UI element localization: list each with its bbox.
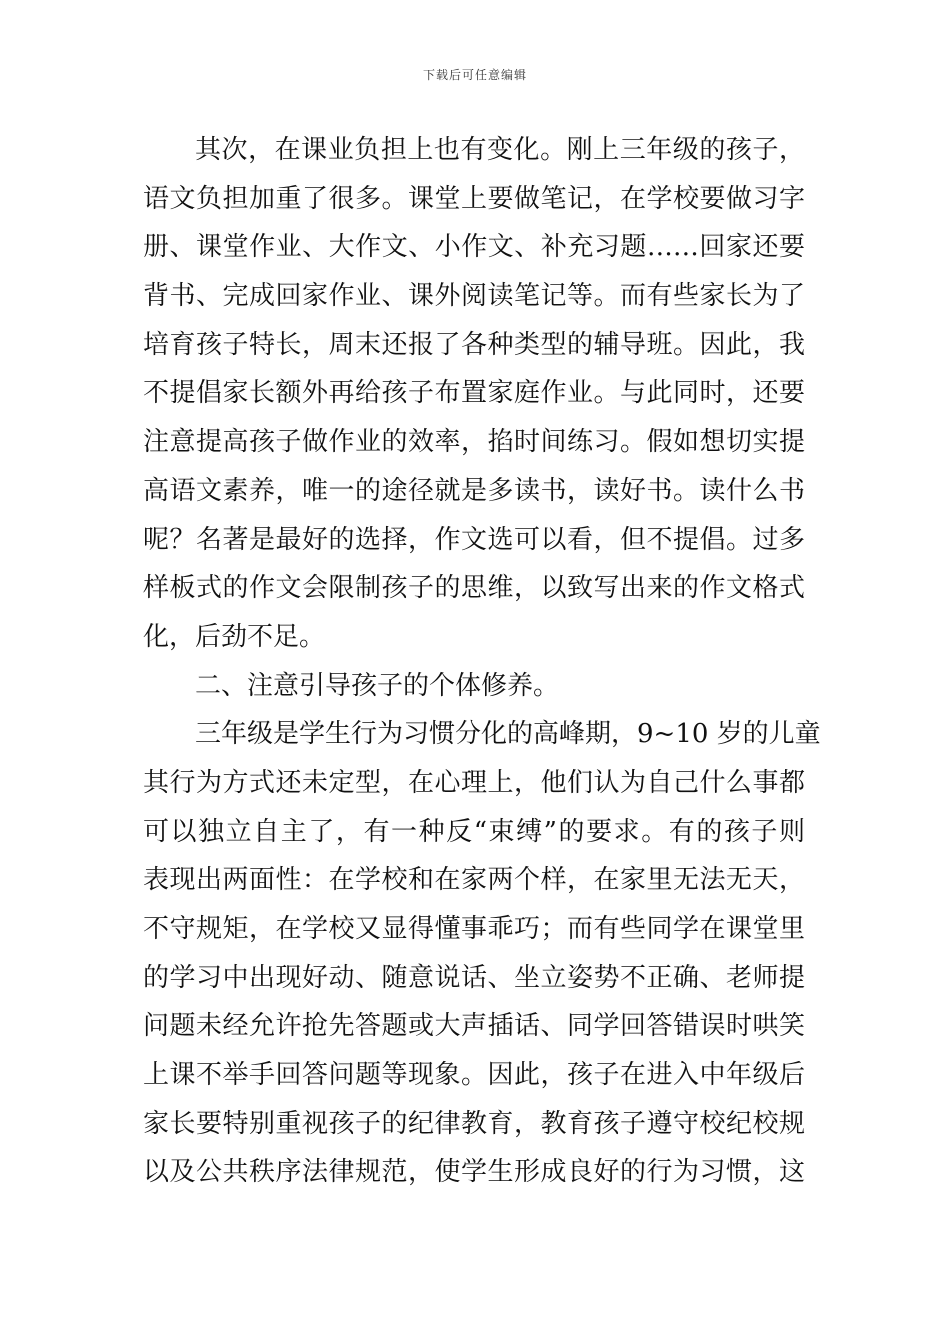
text-line: 呢？名著是最好的选择，作文选可以看，但不提倡。过多 — [143, 524, 805, 555]
text-line: 可以独立自主了，有一种反“束缚”的要求。有的孩子则 — [143, 816, 805, 847]
text-line: 注意提高孩子做作业的效率，掐时间练习。假如想切实提 — [143, 427, 805, 458]
text-line: 其次，在课业负担上也有变化。刚上三年级的孩子， — [195, 135, 805, 165]
text-line: 其行为方式还未定型，在心理上，他们认为自己什么事都 — [143, 767, 805, 798]
paragraph-homework-burden — [143, 126, 805, 662]
text-line: 样板式的作文会限制孩子的思维，以致写出来的作文格式 — [143, 573, 805, 604]
document-body — [143, 126, 821, 1197]
text-line: 语文负担加重了很多。课堂上要做笔记，在学校要做习字 — [143, 183, 805, 214]
section-heading — [143, 662, 805, 711]
text-line: 不提倡家长额外再给孩子布置家庭作业。与此同时，还要 — [143, 378, 805, 409]
text-line: 二、注意引导孩子的个体修养。 — [195, 670, 560, 701]
text-line: 化，后劲不足。 — [143, 621, 326, 652]
paragraph-behavior-habits — [143, 710, 821, 1197]
text-line: 表现出两面性：在学校和在家两个样，在家里无法无天， — [143, 865, 805, 896]
text-line: 家长要特别重视孩子的纪律教育，教育孩子遵守校纪校规 — [143, 1108, 805, 1139]
text-line: 以及公共秩序法律规范，使学生形成良好的行为习惯，这 — [143, 1157, 805, 1188]
text-line: 上课不举手回答问题等现象。因此，孩子在进入中年级后 — [143, 1060, 805, 1091]
text-line: 问题未经允许抢先答题或大声插话、同学回答错误时哄笑 — [143, 1011, 805, 1042]
text-line: 三年级是学生行为习惯分化的高峰期，9~10 岁的儿童 — [195, 719, 821, 750]
text-line: 背书、完成回家作业、课外阅读笔记等。而有些家长为了 — [143, 281, 805, 312]
text-line: 高语文素养，唯一的途径就是多读书，读好书。读什么书 — [143, 475, 805, 506]
page-header: 下载后可任意编辑 — [422, 68, 527, 82]
text-line: 的学习中出现好动、随意说话、坐立姿势不正确、老师提 — [143, 962, 805, 993]
text-line: 册、课堂作业、大作文、小作文、补充习题……回家还要 — [143, 232, 805, 263]
text-line: 培育孩子特长，周末还报了各种类型的辅导班。因此，我 — [143, 329, 805, 360]
text-line: 不守规矩，在学校又显得懂事乖巧；而有些同学在课堂里 — [143, 914, 805, 944]
